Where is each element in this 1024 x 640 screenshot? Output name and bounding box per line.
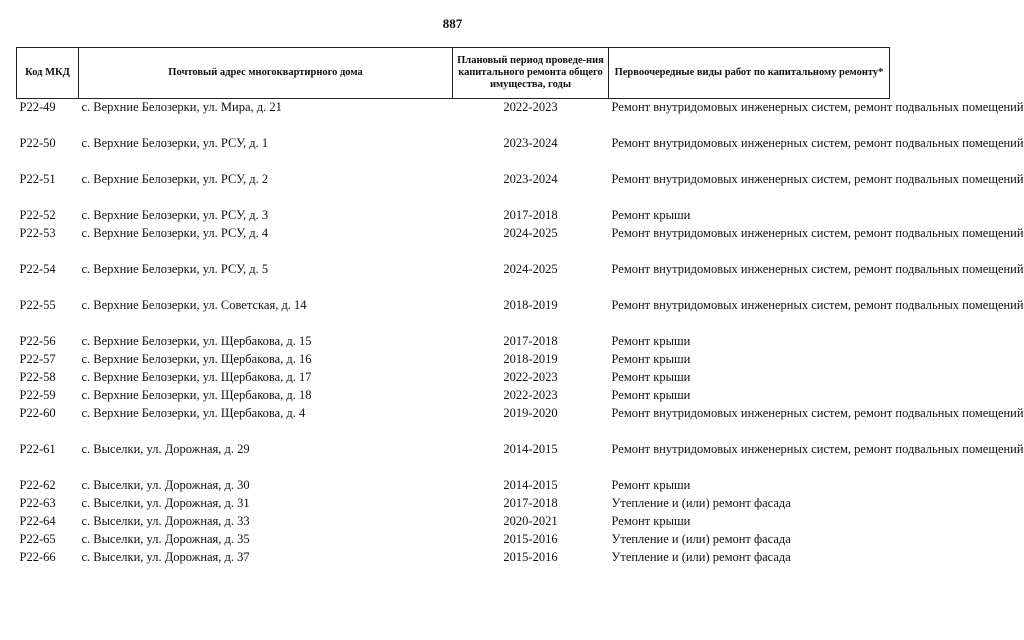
capital-repair-table [16, 47, 1024, 567]
cell-code: Р22-54 [19, 262, 56, 276]
cell-period: 2024-2025 [503, 226, 558, 240]
table-row [17, 441, 890, 477]
cell-address: с. Выселки, ул. Дорожная, д. 31 [81, 496, 250, 510]
cell-address: с. Верхние Белозерки, ул. Советская, д. 14 [81, 298, 307, 312]
cell-period: 2022-2023 [503, 100, 558, 114]
cell-address: с. Верхние Белозерки, ул. РСУ, д. 4 [81, 226, 269, 240]
cell-code: Р22-66 [19, 550, 56, 564]
cell-works: Ремонт внутридомовых инженерных систем, ремонт подвальных помещений [611, 100, 1024, 114]
cell-code: Р22-62 [19, 478, 56, 492]
cell-address: с. Верхние Белозерки, ул. Щербакова, д. 17 [81, 370, 312, 384]
cell-address: с. Верхние Белозерки, ул. Щербакова, д. 4 [81, 406, 306, 420]
cell-code: Р22-49 [19, 100, 56, 114]
cell-address: с. Выселки, ул. Дорожная, д. 33 [81, 514, 250, 528]
cell-address: с. Выселки, ул. Дорожная, д. 37 [81, 550, 250, 564]
header-code: Код МКД [17, 48, 79, 99]
cell-period: 2023-2024 [503, 136, 558, 150]
table-header [17, 48, 890, 99]
cell-period: 2015-2016 [503, 550, 558, 564]
cell-works: Ремонт внутридомовых инженерных систем, ремонт подвальных помещений [611, 262, 1024, 276]
table-row [17, 477, 890, 495]
cell-period: 2022-2023 [503, 388, 558, 402]
cell-address: с. Выселки, ул. Дорожная, д. 30 [81, 478, 250, 492]
cell-works: Утепление и (или) ремонт фасада [611, 532, 791, 546]
table-row [17, 513, 890, 531]
cell-address: с. Верхние Белозерки, ул. Щербакова, д. 16 [81, 352, 312, 366]
table-row [17, 135, 890, 171]
cell-period: 2014-2015 [503, 478, 558, 492]
cell-code: Р22-61 [19, 442, 56, 456]
cell-code: Р22-58 [19, 370, 56, 384]
cell-period: 2018-2019 [503, 352, 558, 366]
page-number: 887 [442, 16, 463, 31]
table-row [17, 333, 890, 351]
cell-code: Р22-50 [19, 136, 56, 150]
table-row [17, 261, 890, 297]
cell-works: Ремонт крыши [611, 370, 691, 384]
cell-address: с. Выселки, ул. Дорожная, д. 35 [81, 532, 250, 546]
cell-period: 2020-2021 [503, 514, 558, 528]
cell-code: Р22-56 [19, 334, 56, 348]
cell-works: Ремонт крыши [611, 208, 691, 222]
table-row [17, 207, 890, 225]
cell-period: 2024-2025 [503, 262, 558, 276]
cell-code: Р22-51 [19, 172, 56, 186]
cell-code: Р22-52 [19, 208, 56, 222]
cell-code: Р22-57 [19, 352, 56, 366]
table-row [17, 297, 890, 333]
cell-works: Ремонт крыши [611, 352, 691, 366]
table-row [17, 225, 890, 261]
cell-period: 2014-2015 [503, 442, 558, 456]
cell-period: 2017-2018 [503, 496, 558, 510]
cell-works: Ремонт внутридомовых инженерных систем, ремонт подвальных помещений [611, 298, 1024, 312]
table-row [17, 387, 890, 405]
table-row [17, 99, 890, 136]
cell-address: с. Верхние Белозерки, ул. Щербакова, д. 15 [81, 334, 312, 348]
cell-period: 2017-2018 [503, 334, 558, 348]
cell-address: с. Верхние Белозерки, ул. Мира, д. 21 [81, 100, 282, 114]
cell-works: Ремонт внутридомовых инженерных систем, ремонт подвальных помещений [611, 406, 1024, 420]
table-row [17, 369, 890, 387]
cell-address: с. Верхние Белозерки, ул. РСУ, д. 3 [81, 208, 269, 222]
cell-period: 2019-2020 [503, 406, 558, 420]
cell-works: Утепление и (или) ремонт фасада [611, 496, 791, 510]
header-row [17, 48, 890, 99]
cell-period: 2018-2019 [503, 298, 558, 312]
cell-code: Р22-55 [19, 298, 56, 312]
cell-code: Р22-63 [19, 496, 56, 510]
table-row [17, 531, 890, 549]
cell-code: Р22-64 [19, 514, 56, 528]
table-row [17, 351, 890, 369]
cell-works: Ремонт крыши [611, 334, 691, 348]
table-row [17, 549, 890, 567]
table-row [17, 495, 890, 513]
cell-works: Ремонт крыши [611, 514, 691, 528]
cell-works: Ремонт крыши [611, 388, 691, 402]
cell-code: Р22-65 [19, 532, 56, 546]
cell-works: Утепление и (или) ремонт фасада [611, 550, 791, 564]
table-row [17, 405, 890, 441]
cell-address: с. Верхние Белозерки, ул. РСУ, д. 2 [81, 172, 269, 186]
cell-period: 2015-2016 [503, 532, 558, 546]
table-body [17, 99, 1024, 568]
cell-address: с. Верхние Белозерки, ул. РСУ, д. 1 [81, 136, 269, 150]
cell-works: Ремонт крыши [611, 478, 691, 492]
cell-works: Ремонт внутридомовых инженерных систем, ремонт подвальных помещений [611, 442, 1024, 456]
cell-address: с. Верхние Белозерки, ул. Щербакова, д. 18 [81, 388, 312, 402]
header-address: Почтовый адрес многоквартирного дома [79, 48, 453, 99]
table-row [17, 171, 890, 207]
cell-works: Ремонт внутридомовых инженерных систем, ремонт подвальных помещений [611, 136, 1024, 150]
cell-works: Ремонт внутридомовых инженерных систем, ремонт подвальных помещений [611, 226, 1024, 240]
cell-code: Р22-59 [19, 388, 56, 402]
header-works: Первоочередные виды работ по капитальному ремонту* [609, 48, 890, 99]
cell-period: 2022-2023 [503, 370, 558, 384]
cell-period: 2023-2024 [503, 172, 558, 186]
header-period: Плановый период проведе-ния капитального ремонта общего имущества, годы [453, 48, 609, 99]
cell-address: с. Верхние Белозерки, ул. РСУ, д. 5 [81, 262, 269, 276]
cell-works: Ремонт внутридомовых инженерных систем, ремонт подвальных помещений [611, 172, 1024, 186]
cell-address: с. Выселки, ул. Дорожная, д. 29 [81, 442, 250, 456]
cell-code: Р22-53 [19, 226, 56, 240]
cell-code: Р22-60 [19, 406, 56, 420]
cell-period: 2017-2018 [503, 208, 558, 222]
